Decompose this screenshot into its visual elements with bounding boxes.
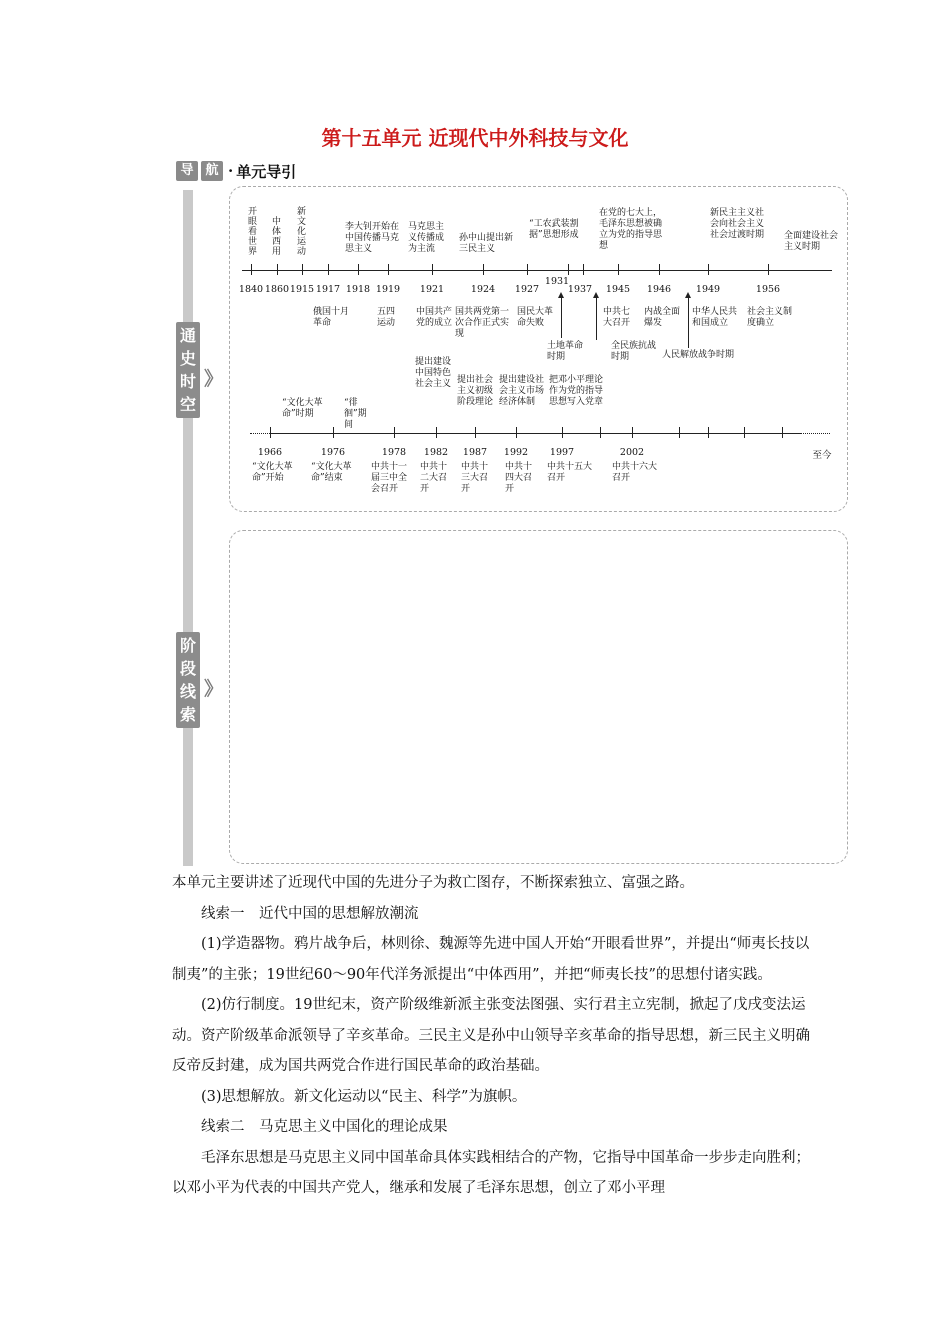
event-label: 在党的七大上，毛泽东思想被确立为党的指导思想 [599,208,663,251]
year-label: 1946 [646,284,672,295]
tick [708,264,709,275]
side-rail [183,190,193,866]
tick [708,427,709,438]
tick [483,264,484,275]
arrow-up-icon [561,298,562,338]
year-label: 1956 [755,284,781,295]
event-label: 提出建设社会主义市场经济体制 [499,375,545,407]
event-label: 新民主主义社会向社会主义社会过渡时期 [710,208,765,240]
year-label: 1966 [257,447,283,458]
event-label: 社会主义制度确立 [747,307,793,328]
event-label: 中共十三大召开 [461,462,489,494]
event-label: 中华人民共和国成立 [692,307,738,328]
tick [600,427,601,438]
chevron-right-icon: 》 [204,368,220,390]
year-label: 1924 [470,284,496,295]
year-label: 1978 [381,447,407,458]
event-label: 马克思主义传播成为主流 [408,222,445,254]
year-label: 1945 [605,284,631,295]
paragraph: (3)思想解放。新文化运动以“民主、科学”为旗帜。 [201,1088,527,1105]
tick [358,264,359,275]
event-label: 中共七大召开 [603,307,631,328]
year-label: 1992 [503,447,529,458]
year-label: 1949 [695,284,721,295]
tick [388,264,389,275]
tick [527,264,528,275]
arrow-up-icon [688,298,689,348]
event-label: 中体西用 [271,217,281,257]
event-label: 中共十二大召开 [420,462,448,494]
arrow-up-icon [596,298,597,340]
tick [768,264,769,275]
tick [583,264,584,275]
event-label: “文化大革命”结束 [311,462,352,483]
side-label-stage-clues [176,632,200,728]
year-label: 至今 [812,450,832,461]
year-label: 1840 [238,284,264,295]
chevron-right-icon: 》 [204,678,220,700]
event-label: 提出建设中国特色社会主义 [415,357,452,389]
event-label: 把邓小平理论作为党的指导思想写入党章 [549,375,604,407]
tick [277,264,278,275]
event-label: 内战全面爆发 [644,307,681,328]
tick [782,427,783,438]
tick [436,427,437,438]
event-label: 俄国十月革命 [313,307,350,328]
event-label: 中共十四大召开 [505,462,533,494]
timeline-axis-2-solid [270,433,802,434]
year-label: 1921 [419,284,445,295]
tick [562,427,563,438]
paragraph: (1)学造器物。鸦片战争后，林则徐、魏源等先进中国人开始“开眼看世界”，并提出“师夷长技以制夷”的主张；19世纪60～90年代洋务派提出“中体西用”，并把“师夷长技”的思想付诸实践。 [172,936,810,983]
event-label: 中共十一届三中全会召开 [371,462,408,494]
event-label: 土地革命时期 [547,341,584,362]
paragraph: 毛泽东思想是马克思主义同中国革命具体实践相结合的产物，它指导中国革命一步步走向胜利；以邓小平为代表的中国共产党人，继承和发展了毛泽东思想，创立了邓小平理 [172,1149,810,1196]
tick [302,264,303,275]
event-label: 全民族抗战时期 [611,341,657,362]
tick [475,427,476,438]
event-label: “文化大革命”开始 [252,462,293,483]
event-label: “文化大革命”时期 [282,398,323,419]
year-label: 1987 [462,447,488,458]
nav-char-2: 航 [201,161,223,181]
year-label: 1927 [514,284,540,295]
event-label: 李大钊开始在中国传播马克思主义 [345,222,400,254]
tick [270,427,271,438]
event-label: 五四运动 [377,307,396,328]
year-label: 1860 [264,284,290,295]
year-label: 1937 [567,284,593,295]
year-label: 1931 [544,276,570,287]
tick [394,427,395,438]
side-label-text: 通史时空 [180,326,197,414]
page-title: 第十五单元 近现代中外科技与文化 [321,126,629,150]
tick [618,264,619,275]
event-label: 国共两党第一次合作正式实现 [455,307,510,339]
event-label: 国民大革命失败 [517,307,554,328]
tick [632,427,633,438]
event-label: 中共十五大召开 [547,462,593,483]
section-header [176,160,296,182]
event-label: “工农武装割据”思想形成 [529,219,579,240]
event-label: 新文化运动 [296,207,306,257]
event-label: 中国共产党的成立 [416,307,453,328]
event-label: 中共十六大召开 [612,462,658,483]
year-label: 1976 [320,447,346,458]
clue-heading-2: 线索二 马克思主义中国化的理论成果 [201,1119,448,1135]
event-label: 提出社会主义初级阶段理论 [457,375,494,407]
year-label: 1919 [375,284,401,295]
year-label: 2002 [619,447,645,458]
year-label: 1997 [549,447,575,458]
paragraph: (2)仿行制度。19世纪末，资产阶级维新派主张变法图强、实行君主立宪制，掀起了戊戌变法运动。资产阶级革命派领导了辛亥革命。三民主义是孙中山领导辛亥革命的指导思想，新三民主义明确反帝反封建，成为国共两党合作进行国民革命的政治基础。 [172,997,810,1074]
event-label: 开眼看世界 [247,207,257,257]
tick [328,264,329,275]
tick [744,427,745,438]
event-label: “徘徊”期间 [344,398,367,430]
nav-char-1: 导 [176,161,198,181]
body-text [172,868,812,1204]
tick [251,264,252,275]
tick [659,264,660,275]
event-label: 孙中山提出新三民主义 [459,233,514,254]
year-label: 1918 [345,284,371,295]
side-label-text: 阶段线索 [180,636,197,724]
year-label: 1982 [423,447,449,458]
tick [679,427,680,438]
event-label: 人民解放战争时期 [662,350,735,360]
tick [432,264,433,275]
tick [333,427,334,438]
paragraph: 本单元主要讲述了近现代中国的先进分子为救亡图存，不断探索独立、富强之路。 [172,875,694,891]
side-label-general-history [176,322,200,418]
year-label: 1917 [315,284,341,295]
year-label: 1915 [289,284,315,295]
clue-heading-1: 线索一 近代中国的思想解放潮流 [201,905,419,922]
stage-clues-panel [229,530,848,864]
tick [516,427,517,438]
section-title: 单元导引 [236,162,297,181]
nav-dot: · [228,162,234,180]
tick [568,264,569,275]
event-label: 全面建设社会主义时期 [784,231,839,252]
